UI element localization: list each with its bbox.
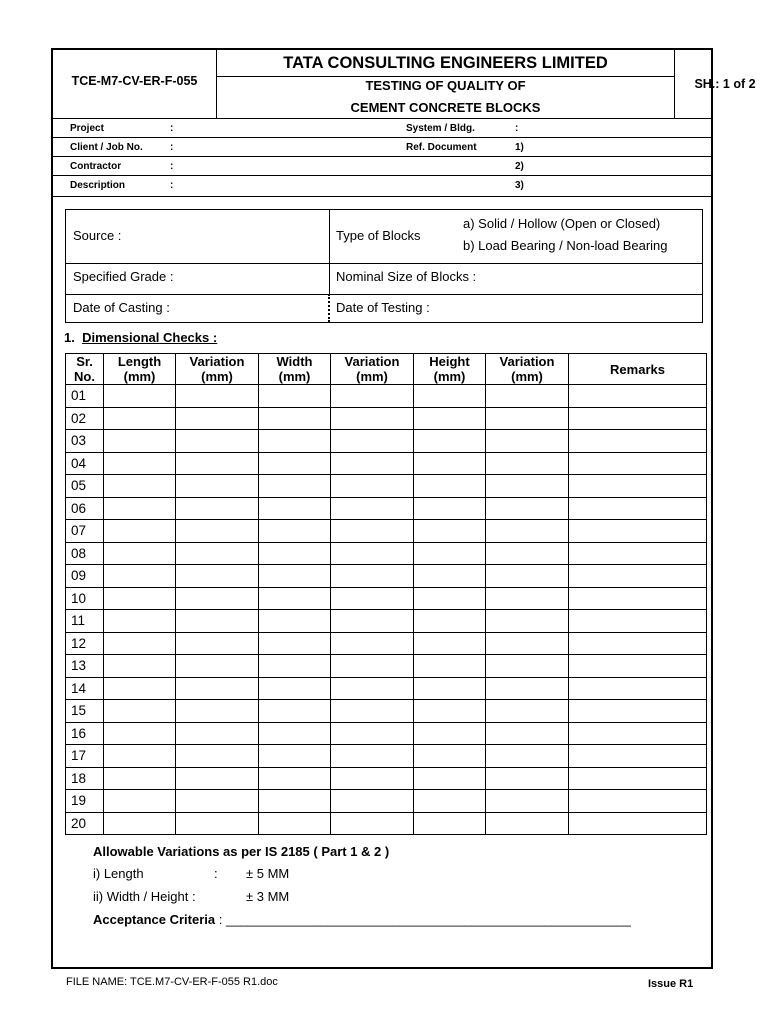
- column-header: Width (mm): [259, 354, 331, 385]
- table-row: [66, 632, 707, 655]
- table-cell[interactable]: [176, 407, 259, 430]
- table-cell[interactable]: [486, 767, 569, 790]
- table-cell[interactable]: [331, 767, 414, 790]
- table-cell[interactable]: [259, 497, 331, 520]
- table-cell[interactable]: [104, 677, 176, 700]
- table-cell[interactable]: [414, 385, 486, 408]
- table-cell[interactable]: [486, 722, 569, 745]
- table-cell[interactable]: [176, 520, 259, 543]
- divider: [329, 263, 330, 294]
- table-cell[interactable]: [259, 632, 331, 655]
- table-cell[interactable]: [414, 677, 486, 700]
- table-cell[interactable]: [176, 655, 259, 678]
- table-cell[interactable]: [259, 790, 331, 813]
- serial-number: 17: [66, 745, 104, 768]
- table-cell[interactable]: [486, 385, 569, 408]
- table-cell[interactable]: [569, 812, 707, 835]
- table-cell[interactable]: [569, 677, 707, 700]
- table-cell[interactable]: [331, 430, 414, 453]
- table-cell[interactable]: [414, 587, 486, 610]
- table-cell[interactable]: [569, 790, 707, 813]
- table-cell[interactable]: [486, 565, 569, 588]
- table-cell[interactable]: [569, 745, 707, 768]
- table-cell[interactable]: [259, 430, 331, 453]
- table-cell[interactable]: [569, 565, 707, 588]
- table-row: [66, 565, 707, 588]
- serial-number: 03: [66, 430, 104, 453]
- block-details-box: [65, 209, 703, 323]
- table-cell[interactable]: [569, 767, 707, 790]
- table-cell[interactable]: [176, 587, 259, 610]
- section-title: Dimensional Checks :: [82, 330, 218, 345]
- serial-number: 09: [66, 565, 104, 588]
- table-cell[interactable]: [176, 700, 259, 723]
- nominal-size-label: Nominal Size of Blocks :: [336, 269, 477, 284]
- table-cell[interactable]: [259, 745, 331, 768]
- allowable-variations-title: Allowable Variations as per IS 2185 ( Part 1 & 2 ): [93, 844, 390, 859]
- table-cell[interactable]: [331, 542, 414, 565]
- width-height-label: ii) Width / Height :: [93, 889, 196, 904]
- table-cell[interactable]: [104, 655, 176, 678]
- system-label: System / Bldg.: [406, 123, 475, 134]
- divider: [328, 294, 330, 322]
- table-cell[interactable]: [259, 767, 331, 790]
- table-cell[interactable]: [486, 632, 569, 655]
- table-cell[interactable]: [486, 790, 569, 813]
- serial-number: 13: [66, 655, 104, 678]
- file-name: FILE NAME: TCE.M7-CV-ER-F-055 R1.doc: [66, 976, 278, 988]
- column-header: Variation (mm): [176, 354, 259, 385]
- sheet-number: SH.: 1 of 2: [674, 50, 761, 118]
- table-cell[interactable]: [331, 745, 414, 768]
- table-cell[interactable]: [331, 565, 414, 588]
- table-cell[interactable]: [259, 812, 331, 835]
- table-cell[interactable]: [104, 452, 176, 475]
- table-row: [66, 790, 707, 813]
- table-cell[interactable]: [259, 587, 331, 610]
- length-label: i) Length: [93, 866, 144, 881]
- type-option-a: a) Solid / Hollow (Open or Closed): [463, 216, 661, 231]
- table-row: [66, 430, 707, 453]
- table-cell[interactable]: [176, 677, 259, 700]
- table-cell[interactable]: [176, 542, 259, 565]
- table-cell[interactable]: [569, 385, 707, 408]
- type-of-blocks-label: Type of Blocks: [336, 228, 421, 243]
- table-cell[interactable]: [486, 407, 569, 430]
- serial-number: 12: [66, 632, 104, 655]
- table-cell[interactable]: [414, 407, 486, 430]
- ref-doc-1: 1): [515, 142, 524, 153]
- table-cell[interactable]: [331, 677, 414, 700]
- table-cell[interactable]: [486, 542, 569, 565]
- serial-number: 10: [66, 587, 104, 610]
- table-row: [66, 745, 707, 768]
- issue-number: Issue R1: [648, 978, 694, 990]
- table-cell[interactable]: [176, 610, 259, 633]
- table-cell[interactable]: [331, 700, 414, 723]
- serial-number: 15: [66, 700, 104, 723]
- table-cell[interactable]: [104, 700, 176, 723]
- table-cell[interactable]: [331, 520, 414, 543]
- acceptance-criteria-label: Acceptance Criteria: [93, 912, 216, 927]
- divider: [66, 294, 702, 295]
- table-cell[interactable]: [414, 520, 486, 543]
- table-row: [66, 767, 707, 790]
- table-cell[interactable]: [414, 812, 486, 835]
- serial-number: 02: [66, 407, 104, 430]
- table-cell[interactable]: [414, 497, 486, 520]
- length-tolerance: ± 5 MM: [246, 866, 290, 881]
- divider: [329, 210, 330, 263]
- table-cell[interactable]: [569, 655, 707, 678]
- specified-grade-label: Specified Grade :: [73, 269, 174, 284]
- table-cell[interactable]: [569, 700, 707, 723]
- section-heading: [64, 330, 217, 345]
- table-cell[interactable]: [569, 475, 707, 498]
- table-cell[interactable]: [176, 722, 259, 745]
- table-row: [66, 475, 707, 498]
- source-label: Source :: [73, 228, 122, 243]
- table-cell[interactable]: [569, 430, 707, 453]
- serial-number: 19: [66, 790, 104, 813]
- type-option-b: b) Load Bearing / Non-load Bearing: [463, 238, 668, 253]
- table-cell[interactable]: [104, 430, 176, 453]
- table-row: [66, 542, 707, 565]
- table-cell[interactable]: [414, 700, 486, 723]
- table-cell[interactable]: [176, 452, 259, 475]
- serial-number: 01: [66, 385, 104, 408]
- table-cell[interactable]: [104, 812, 176, 835]
- acceptance-criteria: [93, 912, 631, 927]
- table-cell[interactable]: [414, 542, 486, 565]
- table-cell[interactable]: [104, 790, 176, 813]
- section-number: 1.: [64, 330, 75, 345]
- description-colon: :: [170, 180, 174, 191]
- info-row-contractor: [53, 156, 711, 176]
- table-cell[interactable]: [259, 655, 331, 678]
- client-colon: :: [170, 142, 174, 153]
- table-cell[interactable]: [104, 745, 176, 768]
- ref-doc-2: 2): [515, 161, 524, 172]
- column-header: Length (mm): [104, 354, 176, 385]
- serial-number: 07: [66, 520, 104, 543]
- table-row: [66, 700, 707, 723]
- system-colon: :: [515, 123, 519, 134]
- table-cell[interactable]: [414, 745, 486, 768]
- serial-number: 08: [66, 542, 104, 565]
- table-cell[interactable]: [259, 565, 331, 588]
- table-cell[interactable]: [331, 475, 414, 498]
- table-cell[interactable]: [569, 722, 707, 745]
- column-header: Variation (mm): [486, 354, 569, 385]
- client-label: Client / Job No.: [70, 142, 143, 153]
- table-cell[interactable]: [176, 767, 259, 790]
- info-row-client: [53, 137, 711, 157]
- form-header: [53, 50, 756, 118]
- table-cell[interactable]: [331, 722, 414, 745]
- table-cell[interactable]: [414, 452, 486, 475]
- table-cell[interactable]: [414, 430, 486, 453]
- project-colon: :: [170, 123, 174, 134]
- table-cell[interactable]: [104, 767, 176, 790]
- table-cell[interactable]: [569, 520, 707, 543]
- table-cell[interactable]: [414, 722, 486, 745]
- width-height-tolerance: ± 3 MM: [246, 889, 290, 904]
- table-header-row: [66, 354, 707, 385]
- table-cell[interactable]: [569, 587, 707, 610]
- table-cell[interactable]: [331, 385, 414, 408]
- table-cell[interactable]: [176, 565, 259, 588]
- column-header: Sr. No.: [66, 354, 104, 385]
- table-cell[interactable]: [569, 632, 707, 655]
- table-cell[interactable]: [331, 452, 414, 475]
- table-row: [66, 452, 707, 475]
- table-cell[interactable]: [259, 677, 331, 700]
- table-cell[interactable]: [486, 677, 569, 700]
- table-cell[interactable]: [569, 452, 707, 475]
- table-cell[interactable]: [331, 790, 414, 813]
- table-row: [66, 587, 707, 610]
- table-cell[interactable]: [486, 475, 569, 498]
- table-row: [66, 497, 707, 520]
- table-cell[interactable]: [331, 812, 414, 835]
- table-cell[interactable]: [176, 745, 259, 768]
- serial-number: 06: [66, 497, 104, 520]
- column-header: Remarks: [569, 354, 707, 385]
- table-cell[interactable]: [331, 632, 414, 655]
- table-cell[interactable]: [486, 655, 569, 678]
- table-cell[interactable]: [104, 475, 176, 498]
- table-cell[interactable]: [259, 722, 331, 745]
- table-cell[interactable]: [259, 452, 331, 475]
- table-cell[interactable]: [486, 497, 569, 520]
- table-cell[interactable]: [176, 430, 259, 453]
- table-cell[interactable]: [486, 430, 569, 453]
- form-title-line2: CEMENT CONCRETE BLOCKS: [350, 100, 541, 115]
- table-cell[interactable]: [569, 610, 707, 633]
- table-cell[interactable]: [259, 610, 331, 633]
- serial-number: 04: [66, 452, 104, 475]
- serial-number: 20: [66, 812, 104, 835]
- table-cell[interactable]: [176, 632, 259, 655]
- form-code: TCE-M7-CV-ER-F-055: [53, 50, 217, 118]
- table-cell[interactable]: [104, 632, 176, 655]
- table-row: [66, 812, 707, 835]
- table-cell[interactable]: [486, 610, 569, 633]
- info-row-project: [53, 118, 711, 138]
- table-cell[interactable]: [414, 790, 486, 813]
- table-row: [66, 385, 707, 408]
- table-cell[interactable]: [104, 565, 176, 588]
- column-header: Variation (mm): [331, 354, 414, 385]
- table-cell[interactable]: [176, 812, 259, 835]
- table-cell[interactable]: [259, 407, 331, 430]
- table-row: [66, 722, 707, 745]
- table-cell[interactable]: [331, 497, 414, 520]
- divider: [66, 263, 702, 264]
- table-cell[interactable]: [259, 542, 331, 565]
- table-cell[interactable]: [176, 385, 259, 408]
- serial-number: 14: [66, 677, 104, 700]
- contractor-label: Contractor: [70, 161, 122, 172]
- dimensional-checks-table: [65, 353, 707, 835]
- table-cell[interactable]: [414, 655, 486, 678]
- table-cell[interactable]: [414, 610, 486, 633]
- table-cell[interactable]: [331, 610, 414, 633]
- table-cell[interactable]: [104, 610, 176, 633]
- table-cell[interactable]: [331, 407, 414, 430]
- serial-number: 18: [66, 767, 104, 790]
- column-header: Height (mm): [414, 354, 486, 385]
- table-row: [66, 610, 707, 633]
- table-cell[interactable]: [259, 475, 331, 498]
- table-cell[interactable]: [104, 497, 176, 520]
- table-row: [66, 655, 707, 678]
- table-cell[interactable]: [414, 565, 486, 588]
- form-title-line1: TESTING OF QUALITY OF: [365, 78, 526, 93]
- table-row: [66, 677, 707, 700]
- date-of-casting-label: Date of Casting :: [73, 300, 170, 315]
- table-cell[interactable]: [259, 700, 331, 723]
- contractor-colon: :: [170, 161, 174, 172]
- table-cell[interactable]: [486, 520, 569, 543]
- table-cell[interactable]: [104, 407, 176, 430]
- ref-doc-label: Ref. Document: [406, 142, 477, 153]
- table-cell[interactable]: [104, 385, 176, 408]
- table-cell[interactable]: [414, 632, 486, 655]
- table-cell[interactable]: [104, 587, 176, 610]
- serial-number: 05: [66, 475, 104, 498]
- table-cell[interactable]: [176, 475, 259, 498]
- length-colon: :: [214, 866, 218, 881]
- table-cell[interactable]: [486, 745, 569, 768]
- table-cell[interactable]: [259, 385, 331, 408]
- table-cell[interactable]: [176, 497, 259, 520]
- table-cell[interactable]: [414, 475, 486, 498]
- table-cell[interactable]: [104, 520, 176, 543]
- table-cell[interactable]: [331, 587, 414, 610]
- table-row: [66, 407, 707, 430]
- acceptance-criteria-field[interactable]: : ________________________________________________________: [215, 912, 631, 927]
- table-cell[interactable]: [569, 407, 707, 430]
- table-cell[interactable]: [104, 722, 176, 745]
- date-of-testing-label: Date of Testing :: [336, 300, 430, 315]
- table-cell[interactable]: [104, 542, 176, 565]
- table-cell[interactable]: [486, 452, 569, 475]
- serial-number: 16: [66, 722, 104, 745]
- table-cell[interactable]: [414, 767, 486, 790]
- table-cell[interactable]: [331, 655, 414, 678]
- project-label: Project: [70, 123, 104, 134]
- table-row: [66, 520, 707, 543]
- table-cell[interactable]: [259, 520, 331, 543]
- info-row-description: [53, 175, 711, 197]
- ref-doc-3: 3): [515, 180, 524, 191]
- table-cell[interactable]: [486, 812, 569, 835]
- serial-number: 11: [66, 610, 104, 633]
- table-cell[interactable]: [569, 542, 707, 565]
- table-cell[interactable]: [569, 497, 707, 520]
- company-name: TATA CONSULTING ENGINEERS LIMITED: [217, 50, 674, 77]
- table-cell[interactable]: [486, 700, 569, 723]
- table-cell[interactable]: [486, 587, 569, 610]
- table-cell[interactable]: [176, 790, 259, 813]
- description-label: Description: [70, 180, 126, 191]
